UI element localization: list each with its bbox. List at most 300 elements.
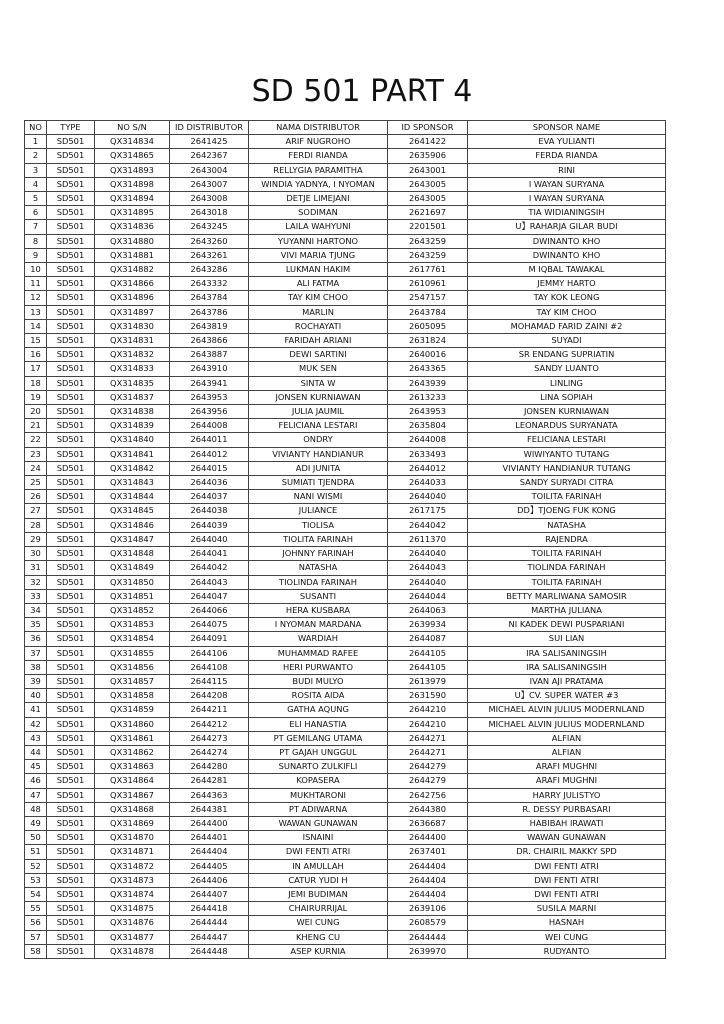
cell-serial-number: QX314895 bbox=[95, 206, 170, 220]
cell-sponsor-name: BETTY MARLIWANA SAMOSIR bbox=[468, 589, 666, 603]
cell-distributor-name: SODIMAN bbox=[249, 206, 388, 220]
cell-distributor-name: ELI HANASTIA bbox=[249, 717, 388, 731]
cell-id-sponsor: 2617175 bbox=[388, 504, 468, 518]
cell-sponsor-name: TIOLINDA FARINAH bbox=[468, 561, 666, 575]
cell-serial-number: QX314830 bbox=[95, 319, 170, 333]
cell-id-distributor: 2643953 bbox=[170, 390, 249, 404]
cell-no: 33 bbox=[25, 589, 47, 603]
cell-id-distributor: 2644108 bbox=[170, 660, 249, 674]
cell-distributor-name: LUKMAN HAKIM bbox=[249, 263, 388, 277]
cell-serial-number: QX314852 bbox=[95, 603, 170, 617]
table-row bbox=[25, 674, 666, 688]
cell-id-sponsor: 2610961 bbox=[388, 277, 468, 291]
cell-type: SD501 bbox=[47, 646, 95, 660]
table-row bbox=[25, 632, 666, 646]
cell-distributor-name: HERA KUSBARA bbox=[249, 603, 388, 617]
table-row bbox=[25, 334, 666, 348]
cell-serial-number: QX314893 bbox=[95, 163, 170, 177]
cell-type: SD501 bbox=[47, 816, 95, 830]
cell-type: SD501 bbox=[47, 390, 95, 404]
cell-id-sponsor: 2617761 bbox=[388, 263, 468, 277]
cell-type: SD501 bbox=[47, 334, 95, 348]
cell-type: SD501 bbox=[47, 177, 95, 191]
cell-no: 8 bbox=[25, 234, 47, 248]
cell-distributor-name: JOHNNY FARINAH bbox=[249, 547, 388, 561]
cell-sponsor-name: EVA YULIANTI bbox=[468, 135, 666, 149]
cell-type: SD501 bbox=[47, 277, 95, 291]
cell-serial-number: QX314876 bbox=[95, 916, 170, 930]
cell-distributor-name: LAILA WAHYUNI bbox=[249, 220, 388, 234]
cell-serial-number: QX314850 bbox=[95, 575, 170, 589]
cell-no: 49 bbox=[25, 816, 47, 830]
cell-id-sponsor: 2644404 bbox=[388, 887, 468, 901]
header-type: TYPE bbox=[47, 121, 95, 135]
cell-type: SD501 bbox=[47, 859, 95, 873]
table-row bbox=[25, 689, 666, 703]
cell-distributor-name: JULIA JAUMIL bbox=[249, 405, 388, 419]
cell-no: 19 bbox=[25, 390, 47, 404]
cell-id-sponsor: 2613233 bbox=[388, 390, 468, 404]
cell-id-sponsor: 2643953 bbox=[388, 405, 468, 419]
cell-id-distributor: 2644212 bbox=[170, 717, 249, 731]
cell-distributor-name: MARLIN bbox=[249, 305, 388, 319]
cell-no: 9 bbox=[25, 248, 47, 262]
cell-no: 34 bbox=[25, 603, 47, 617]
cell-id-distributor: 2644273 bbox=[170, 731, 249, 745]
cell-id-distributor: 2644042 bbox=[170, 561, 249, 575]
cell-id-sponsor: 2631590 bbox=[388, 689, 468, 703]
table-row bbox=[25, 447, 666, 461]
cell-serial-number: QX314854 bbox=[95, 632, 170, 646]
cell-id-sponsor: 2644012 bbox=[388, 461, 468, 475]
table-row bbox=[25, 547, 666, 561]
cell-serial-number: QX314855 bbox=[95, 646, 170, 660]
cell-id-sponsor: 2643005 bbox=[388, 192, 468, 206]
cell-sponsor-name: I WAYAN SURYANA bbox=[468, 192, 666, 206]
table-row bbox=[25, 660, 666, 674]
cell-distributor-name: ISNAINI bbox=[249, 831, 388, 845]
cell-no: 35 bbox=[25, 618, 47, 632]
cell-id-distributor: 2644211 bbox=[170, 703, 249, 717]
cell-distributor-name: WARDIAH bbox=[249, 632, 388, 646]
cell-distributor-name: IN AMULLAH bbox=[249, 859, 388, 873]
table-row bbox=[25, 248, 666, 262]
cell-id-distributor: 2644015 bbox=[170, 461, 249, 475]
table-row bbox=[25, 291, 666, 305]
cell-distributor-name: DETJE LIMEJANI bbox=[249, 192, 388, 206]
table-row bbox=[25, 831, 666, 845]
cell-sponsor-name: MOHAMAD FARID ZAINI #2 bbox=[468, 319, 666, 333]
table-row bbox=[25, 319, 666, 333]
cell-id-distributor: 2644274 bbox=[170, 745, 249, 759]
cell-no: 57 bbox=[25, 930, 47, 944]
cell-id-sponsor: 2643365 bbox=[388, 362, 468, 376]
cell-no: 37 bbox=[25, 646, 47, 660]
cell-id-sponsor: 2639934 bbox=[388, 618, 468, 632]
cell-type: SD501 bbox=[47, 788, 95, 802]
cell-id-distributor: 2644106 bbox=[170, 646, 249, 660]
cell-no: 43 bbox=[25, 731, 47, 745]
cell-sponsor-name: RAJENDRA bbox=[468, 532, 666, 546]
table-row bbox=[25, 149, 666, 163]
table-row bbox=[25, 234, 666, 248]
cell-distributor-name: JONSEN KURNIAWAN bbox=[249, 390, 388, 404]
cell-id-distributor: 2643018 bbox=[170, 206, 249, 220]
cell-type: SD501 bbox=[47, 362, 95, 376]
cell-type: SD501 bbox=[47, 873, 95, 887]
cell-id-sponsor: 2643001 bbox=[388, 163, 468, 177]
cell-serial-number: QX314834 bbox=[95, 135, 170, 149]
table-row bbox=[25, 433, 666, 447]
table-header-row bbox=[25, 121, 666, 135]
header-sponsor-name: SPONSOR NAME bbox=[468, 121, 666, 135]
cell-serial-number: QX314864 bbox=[95, 774, 170, 788]
cell-type: SD501 bbox=[47, 518, 95, 532]
cell-id-sponsor: 2644444 bbox=[388, 930, 468, 944]
table-row bbox=[25, 603, 666, 617]
cell-sponsor-name: TIA WIDIANINGSIH bbox=[468, 206, 666, 220]
cell-sponsor-name: LEONARDUS SURYANATA bbox=[468, 419, 666, 433]
cell-no: 54 bbox=[25, 887, 47, 901]
cell-serial-number: QX314873 bbox=[95, 873, 170, 887]
cell-id-sponsor: 2644271 bbox=[388, 745, 468, 759]
cell-id-distributor: 2644280 bbox=[170, 760, 249, 774]
cell-serial-number: QX314861 bbox=[95, 731, 170, 745]
cell-no: 44 bbox=[25, 745, 47, 759]
table-row bbox=[25, 206, 666, 220]
cell-sponsor-name: HASNAH bbox=[468, 916, 666, 930]
cell-sponsor-name: SUI LIAN bbox=[468, 632, 666, 646]
cell-serial-number: QX314870 bbox=[95, 831, 170, 845]
cell-id-distributor: 2644047 bbox=[170, 589, 249, 603]
cell-sponsor-name: TOILITA FARINAH bbox=[468, 490, 666, 504]
cell-distributor-name: PT ADIWARNA bbox=[249, 802, 388, 816]
cell-sponsor-name: RUDYANTO bbox=[468, 944, 666, 958]
cell-id-distributor: 2644036 bbox=[170, 476, 249, 490]
cell-no: 55 bbox=[25, 902, 47, 916]
cell-id-sponsor: 2644033 bbox=[388, 476, 468, 490]
cell-distributor-name: SUMIATI TJENDRA bbox=[249, 476, 388, 490]
cell-no: 42 bbox=[25, 717, 47, 731]
cell-sponsor-name: TAY KOK LEONG bbox=[468, 291, 666, 305]
cell-id-sponsor: 2644040 bbox=[388, 575, 468, 589]
table-row bbox=[25, 419, 666, 433]
cell-distributor-name: TAY KIM CHOO bbox=[249, 291, 388, 305]
cell-id-distributor: 2643245 bbox=[170, 220, 249, 234]
cell-distributor-name: CHAIRURRIJAL bbox=[249, 902, 388, 916]
table-row bbox=[25, 518, 666, 532]
cell-distributor-name: HERI PURWANTO bbox=[249, 660, 388, 674]
cell-sponsor-name: MICHAEL ALVIN JULIUS MODERNLAND bbox=[468, 717, 666, 731]
cell-type: SD501 bbox=[47, 902, 95, 916]
cell-sponsor-name: DWI FENTI ATRI bbox=[468, 859, 666, 873]
cell-type: SD501 bbox=[47, 930, 95, 944]
cell-distributor-name: PT GAJAH UNGGUL bbox=[249, 745, 388, 759]
cell-id-distributor: 2644043 bbox=[170, 575, 249, 589]
cell-distributor-name: FERDI RIANDA bbox=[249, 149, 388, 163]
cell-no: 46 bbox=[25, 774, 47, 788]
table-row bbox=[25, 760, 666, 774]
cell-id-distributor: 2643007 bbox=[170, 177, 249, 191]
cell-no: 47 bbox=[25, 788, 47, 802]
cell-sponsor-name: DWINANTO KHO bbox=[468, 248, 666, 262]
cell-distributor-name: NATASHA bbox=[249, 561, 388, 575]
cell-distributor-name: JEMI BUDIMAN bbox=[249, 887, 388, 901]
cell-id-sponsor: 2644404 bbox=[388, 873, 468, 887]
cell-sponsor-name: DD】TJOENG FUK KONG bbox=[468, 504, 666, 518]
cell-id-sponsor: 2643259 bbox=[388, 234, 468, 248]
cell-id-distributor: 2644407 bbox=[170, 887, 249, 901]
cell-sponsor-name: JONSEN KURNIAWAN bbox=[468, 405, 666, 419]
table-row bbox=[25, 163, 666, 177]
cell-sponsor-name: VIVIANTY HANDIANUR TUTANG bbox=[468, 461, 666, 475]
cell-type: SD501 bbox=[47, 220, 95, 234]
cell-type: SD501 bbox=[47, 547, 95, 561]
cell-no: 29 bbox=[25, 532, 47, 546]
cell-id-sponsor: 2605095 bbox=[388, 319, 468, 333]
cell-no: 39 bbox=[25, 674, 47, 688]
cell-sponsor-name: R. DESSY PURBASARI bbox=[468, 802, 666, 816]
cell-no: 17 bbox=[25, 362, 47, 376]
table-row bbox=[25, 902, 666, 916]
cell-type: SD501 bbox=[47, 944, 95, 958]
cell-id-sponsor: 2644210 bbox=[388, 703, 468, 717]
cell-serial-number: QX314839 bbox=[95, 419, 170, 433]
cell-id-distributor: 2644444 bbox=[170, 916, 249, 930]
cell-distributor-name: RELLYGIA PARAMITHA bbox=[249, 163, 388, 177]
cell-distributor-name: TIOLISA bbox=[249, 518, 388, 532]
cell-no: 27 bbox=[25, 504, 47, 518]
cell-id-sponsor: 2641422 bbox=[388, 135, 468, 149]
cell-no: 28 bbox=[25, 518, 47, 532]
cell-id-distributor: 2643887 bbox=[170, 348, 249, 362]
cell-id-distributor: 2643261 bbox=[170, 248, 249, 262]
cell-distributor-name: SINTA W bbox=[249, 376, 388, 390]
cell-id-sponsor: 2644271 bbox=[388, 731, 468, 745]
table-row bbox=[25, 461, 666, 475]
cell-no: 3 bbox=[25, 163, 47, 177]
cell-serial-number: QX314871 bbox=[95, 845, 170, 859]
cell-no: 2 bbox=[25, 149, 47, 163]
header-id-distributor: ID DISTRIBUTOR bbox=[170, 121, 249, 135]
cell-sponsor-name: SUSILA MARNI bbox=[468, 902, 666, 916]
cell-no: 45 bbox=[25, 760, 47, 774]
cell-sponsor-name: NATASHA bbox=[468, 518, 666, 532]
table-row bbox=[25, 305, 666, 319]
table-row bbox=[25, 192, 666, 206]
cell-id-sponsor: 2640016 bbox=[388, 348, 468, 362]
cell-distributor-name: ADI JUNITA bbox=[249, 461, 388, 475]
cell-no: 56 bbox=[25, 916, 47, 930]
cell-type: SD501 bbox=[47, 348, 95, 362]
cell-sponsor-name: I WAYAN SURYANA bbox=[468, 177, 666, 191]
table-row bbox=[25, 561, 666, 575]
cell-serial-number: QX314856 bbox=[95, 660, 170, 674]
table-row bbox=[25, 816, 666, 830]
cell-type: SD501 bbox=[47, 433, 95, 447]
cell-sponsor-name: NI KADEK DEWI PUSPARIANI bbox=[468, 618, 666, 632]
cell-distributor-name: YUYANNI HARTONO bbox=[249, 234, 388, 248]
cell-no: 23 bbox=[25, 447, 47, 461]
table-row bbox=[25, 277, 666, 291]
cell-id-distributor: 2644381 bbox=[170, 802, 249, 816]
cell-serial-number: QX314845 bbox=[95, 504, 170, 518]
cell-no: 48 bbox=[25, 802, 47, 816]
cell-sponsor-name: LINLING bbox=[468, 376, 666, 390]
cell-id-distributor: 2643786 bbox=[170, 305, 249, 319]
cell-sponsor-name: DWI FENTI ATRI bbox=[468, 887, 666, 901]
cell-sponsor-name: FELICIANA LESTARI bbox=[468, 433, 666, 447]
cell-serial-number: QX314842 bbox=[95, 461, 170, 475]
table-row bbox=[25, 845, 666, 859]
table-row bbox=[25, 263, 666, 277]
cell-type: SD501 bbox=[47, 802, 95, 816]
cell-serial-number: QX314896 bbox=[95, 291, 170, 305]
cell-id-sponsor: 2644087 bbox=[388, 632, 468, 646]
cell-serial-number: QX314851 bbox=[95, 589, 170, 603]
cell-sponsor-name: TOILITA FARINAH bbox=[468, 575, 666, 589]
table-body bbox=[25, 135, 666, 959]
cell-id-sponsor: 2643784 bbox=[388, 305, 468, 319]
table-row bbox=[25, 532, 666, 546]
cell-sponsor-name: DWINANTO KHO bbox=[468, 234, 666, 248]
cell-id-sponsor: 2637401 bbox=[388, 845, 468, 859]
cell-type: SD501 bbox=[47, 660, 95, 674]
cell-serial-number: QX314838 bbox=[95, 405, 170, 419]
cell-type: SD501 bbox=[47, 689, 95, 703]
cell-id-sponsor: 2643259 bbox=[388, 248, 468, 262]
cell-id-sponsor: 2631824 bbox=[388, 334, 468, 348]
cell-no: 30 bbox=[25, 547, 47, 561]
cell-id-distributor: 2641425 bbox=[170, 135, 249, 149]
cell-type: SD501 bbox=[47, 887, 95, 901]
cell-no: 11 bbox=[25, 277, 47, 291]
cell-serial-number: QX314848 bbox=[95, 547, 170, 561]
cell-sponsor-name: TAY KIM CHOO bbox=[468, 305, 666, 319]
cell-type: SD501 bbox=[47, 405, 95, 419]
cell-type: SD501 bbox=[47, 476, 95, 490]
cell-sponsor-name: SANDY SURYADI CITRA bbox=[468, 476, 666, 490]
cell-no: 26 bbox=[25, 490, 47, 504]
cell-distributor-name: ARIF NUGROHO bbox=[249, 135, 388, 149]
cell-no: 51 bbox=[25, 845, 47, 859]
cell-id-distributor: 2643004 bbox=[170, 163, 249, 177]
cell-no: 52 bbox=[25, 859, 47, 873]
cell-id-distributor: 2643332 bbox=[170, 277, 249, 291]
cell-serial-number: QX314831 bbox=[95, 334, 170, 348]
cell-sponsor-name: JEMMY HARTO bbox=[468, 277, 666, 291]
cell-serial-number: QX314880 bbox=[95, 234, 170, 248]
cell-serial-number: QX314859 bbox=[95, 703, 170, 717]
cell-id-sponsor: 2644404 bbox=[388, 859, 468, 873]
cell-id-distributor: 2643008 bbox=[170, 192, 249, 206]
cell-id-sponsor: 2644043 bbox=[388, 561, 468, 575]
cell-type: SD501 bbox=[47, 916, 95, 930]
cell-id-distributor: 2644039 bbox=[170, 518, 249, 532]
cell-serial-number: QX314841 bbox=[95, 447, 170, 461]
cell-id-sponsor: 2644105 bbox=[388, 646, 468, 660]
cell-id-sponsor: 2635804 bbox=[388, 419, 468, 433]
cell-distributor-name: ASEP KURNIA bbox=[249, 944, 388, 958]
cell-no: 14 bbox=[25, 319, 47, 333]
cell-serial-number: QX314866 bbox=[95, 277, 170, 291]
cell-distributor-name: MUK SEN bbox=[249, 362, 388, 376]
cell-id-sponsor: 2635906 bbox=[388, 149, 468, 163]
cell-serial-number: QX314833 bbox=[95, 362, 170, 376]
cell-distributor-name: TIOLITA FARINAH bbox=[249, 532, 388, 546]
cell-sponsor-name: HABIBAH IRAWATI bbox=[468, 816, 666, 830]
cell-id-distributor: 2643866 bbox=[170, 334, 249, 348]
cell-type: SD501 bbox=[47, 206, 95, 220]
cell-serial-number: QX314881 bbox=[95, 248, 170, 262]
cell-no: 21 bbox=[25, 419, 47, 433]
cell-distributor-name: NANI WISMI bbox=[249, 490, 388, 504]
cell-type: SD501 bbox=[47, 248, 95, 262]
cell-type: SD501 bbox=[47, 745, 95, 759]
cell-type: SD501 bbox=[47, 589, 95, 603]
cell-id-sponsor: 2643939 bbox=[388, 376, 468, 390]
cell-distributor-name: ROSITA AIDA bbox=[249, 689, 388, 703]
cell-id-distributor: 2644066 bbox=[170, 603, 249, 617]
cell-no: 40 bbox=[25, 689, 47, 703]
cell-id-distributor: 2643819 bbox=[170, 319, 249, 333]
cell-type: SD501 bbox=[47, 561, 95, 575]
cell-distributor-name: CATUR YUDI H bbox=[249, 873, 388, 887]
cell-serial-number: QX314849 bbox=[95, 561, 170, 575]
cell-serial-number: QX314865 bbox=[95, 149, 170, 163]
cell-distributor-name: FELICIANA LESTARI bbox=[249, 419, 388, 433]
cell-type: SD501 bbox=[47, 461, 95, 475]
cell-no: 18 bbox=[25, 376, 47, 390]
cell-id-sponsor: 2644210 bbox=[388, 717, 468, 731]
cell-serial-number: QX314877 bbox=[95, 930, 170, 944]
cell-serial-number: QX314862 bbox=[95, 745, 170, 759]
cell-serial-number: QX314832 bbox=[95, 348, 170, 362]
cell-id-sponsor: 2608579 bbox=[388, 916, 468, 930]
cell-type: SD501 bbox=[47, 731, 95, 745]
cell-sponsor-name: LINA SOPIAH bbox=[468, 390, 666, 404]
table-row bbox=[25, 745, 666, 759]
cell-type: SD501 bbox=[47, 532, 95, 546]
cell-type: SD501 bbox=[47, 504, 95, 518]
cell-no: 25 bbox=[25, 476, 47, 490]
cell-id-distributor: 2644040 bbox=[170, 532, 249, 546]
cell-no: 36 bbox=[25, 632, 47, 646]
cell-distributor-name: WAWAN GUNAWAN bbox=[249, 816, 388, 830]
cell-sponsor-name: U】RAHARJA GILAR BUDI bbox=[468, 220, 666, 234]
table-row bbox=[25, 873, 666, 887]
cell-id-sponsor: 2644008 bbox=[388, 433, 468, 447]
cell-sponsor-name: DR. CHAIRIL MAKKY SPD bbox=[468, 845, 666, 859]
cell-distributor-name: ONDRY bbox=[249, 433, 388, 447]
cell-type: SD501 bbox=[47, 291, 95, 305]
table-row bbox=[25, 135, 666, 149]
table-row bbox=[25, 887, 666, 901]
cell-id-distributor: 2644038 bbox=[170, 504, 249, 518]
cell-type: SD501 bbox=[47, 319, 95, 333]
cell-sponsor-name: U】CV. SUPER WATER #3 bbox=[468, 689, 666, 703]
cell-type: SD501 bbox=[47, 263, 95, 277]
table-row bbox=[25, 646, 666, 660]
cell-type: SD501 bbox=[47, 305, 95, 319]
cell-id-sponsor: 2613979 bbox=[388, 674, 468, 688]
table-row bbox=[25, 376, 666, 390]
cell-serial-number: QX314894 bbox=[95, 192, 170, 206]
cell-no: 12 bbox=[25, 291, 47, 305]
cell-serial-number: QX314860 bbox=[95, 717, 170, 731]
cell-serial-number: QX314869 bbox=[95, 816, 170, 830]
cell-id-sponsor: 2644040 bbox=[388, 547, 468, 561]
